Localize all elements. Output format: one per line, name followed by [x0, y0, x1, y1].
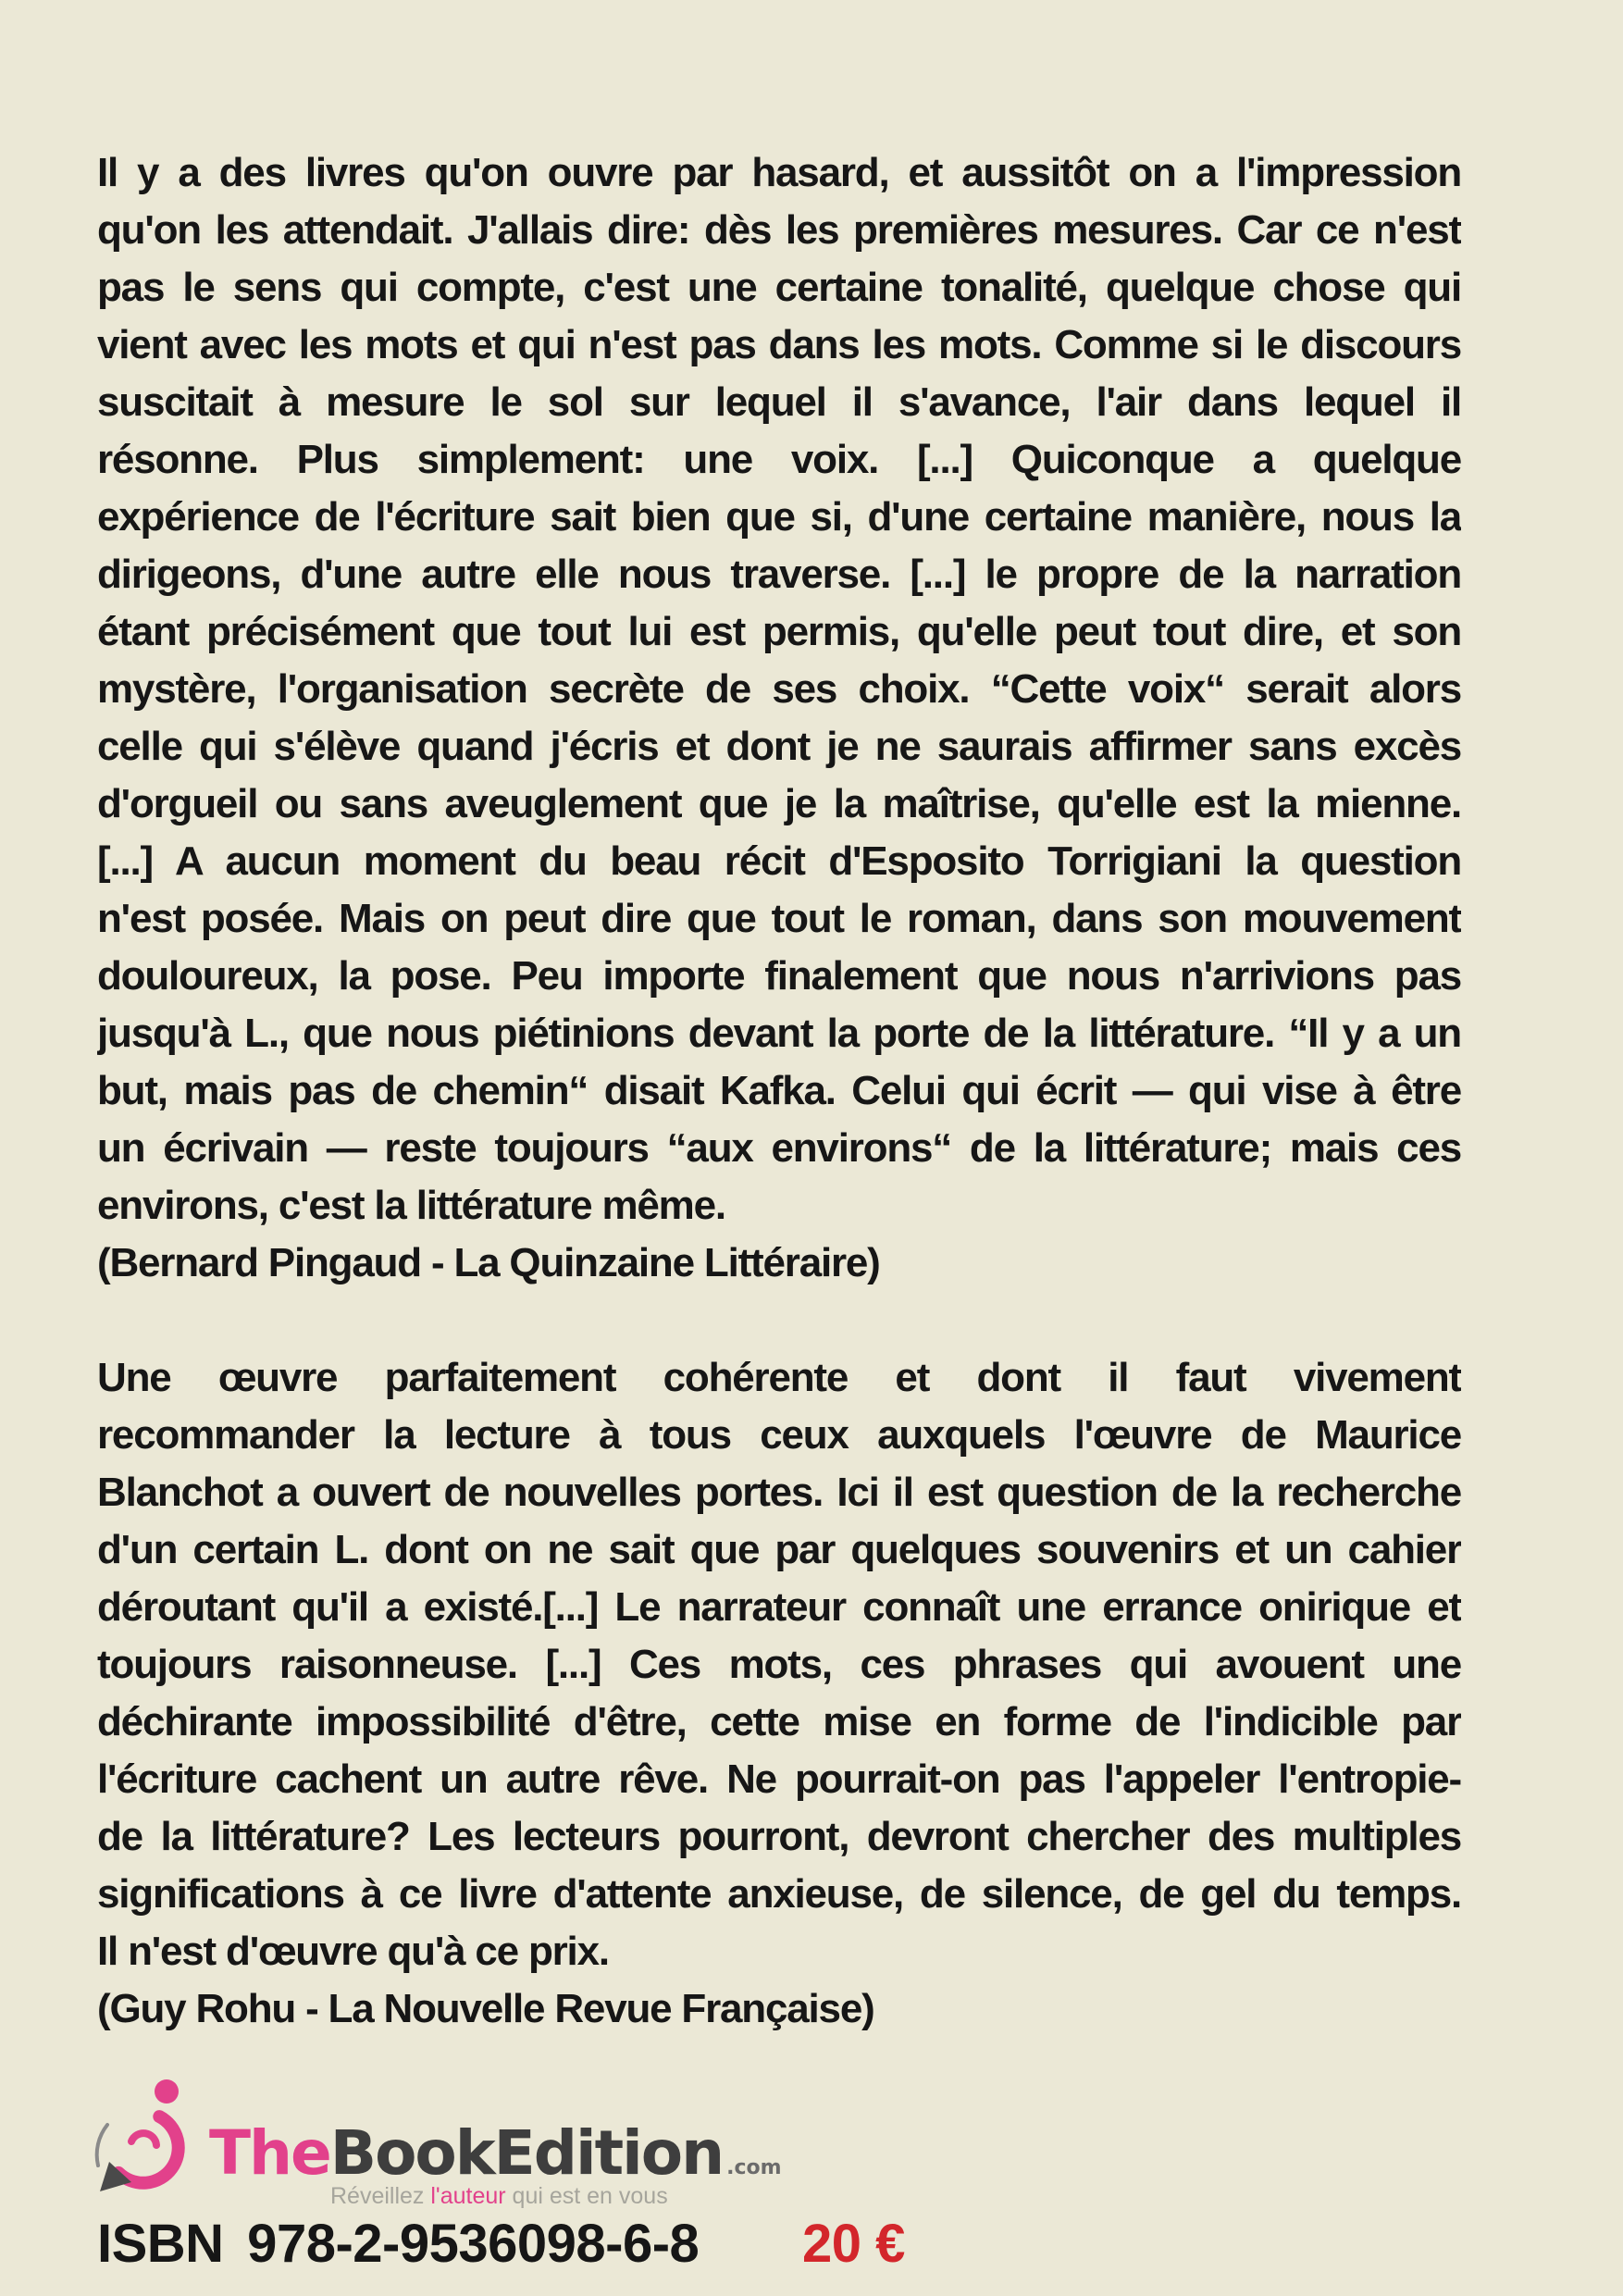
wordmark-bookedition: BookEdition [329, 2117, 724, 2189]
text-line: significations à ce livre d'attente anxieuse, de silence, de gel du temps. [97, 1871, 1461, 1917]
wordmark-the: The [209, 2117, 330, 2189]
text-line: recommander la lecture à tous ceux auxquels l'œuvre de Maurice [97, 1412, 1461, 1458]
text-line: résonne. Plus simplement: une voix. [...] Quiconque a quelque [97, 437, 1461, 482]
review-text [97, 1349, 1461, 1980]
text-line: celle qui s'élève quand j'écris et dont je ne saurais affirmer sans excès [97, 724, 1461, 769]
writer-swirl-icon [85, 2071, 205, 2201]
text-line: suscitait à mesure le sol sur lequel il s'avance, l'air dans lequel il [97, 379, 1461, 425]
text-line: un écrivain — reste toujours “aux environs“ de la littérature; mais ces [97, 1125, 1461, 1171]
text-line: environs, c'est la littérature même. [97, 1183, 725, 1228]
text-line: mystère, l'organisation secrète de ses choix. “Cette voix“ serait alors [97, 666, 1461, 712]
review-quote-2 [97, 1349, 1461, 2038]
price-label: 20 € [802, 2214, 905, 2274]
text-line: pas le sens qui compte, c'est une certaine tonalité, quelque chose qui [97, 265, 1461, 310]
text-line: Il y a des livres qu'on ouvre par hasard, et aussitôt on a l'impression [97, 150, 1461, 195]
review-quote-1 [97, 144, 1461, 1292]
text-line: n'est posée. Mais on peut dire que tout le roman, dans son mouvement [97, 896, 1461, 941]
text-line: déchirante impossibilité d'être, cette mise en forme de l'indicible par [97, 1699, 1461, 1744]
text-line: de la littérature? Les lecteurs pourront, devront chercher des multiples [97, 1814, 1461, 1859]
text-line: Une œuvre parfaitement cohérente et dont il faut vivement [97, 1355, 1461, 1400]
review-source: (Bernard Pingaud - La Quinzaine Littéraire) [97, 1240, 880, 1285]
text-line: étant précisément que tout lui est permis, qu'elle peut tout dire, et son [97, 609, 1461, 654]
isbn-number: ISBN 978-2-9536098-6-8 [97, 2214, 700, 2274]
text-line: [...] A aucun moment du beau récit d'Esposito Torrigiani la question [97, 838, 1461, 884]
text-line: Blanchot a ouvert de nouvelles portes. Ici il est question de la recherche [97, 1470, 1461, 1515]
publisher-tagline [330, 2184, 668, 2208]
review-text [97, 144, 1461, 1235]
text-line: expérience de l'écriture sait bien que si, d'une certaine manière, nous la [97, 494, 1461, 540]
text-line: déroutant qu'il a existé.[...] Le narrateur connaît une errance onirique et [97, 1584, 1461, 1630]
tagline-start: Réveillez [330, 2183, 431, 2209]
text-line: but, mais pas de chemin“ disait Kafka. Celui qui écrit — qui vise à être [97, 1068, 1461, 1113]
text-line: d'orgueil ou sans aveuglement que je la maîtrise, qu'elle est la mienne. [97, 781, 1461, 826]
text-line: dirigeons, d'une autre elle nous traverse. [...] le propre de la narration [97, 552, 1461, 597]
text-line: Il n'est d'œuvre qu'à ce prix. [97, 1929, 609, 1974]
review-source: (Guy Rohu - La Nouvelle Revue Française) [97, 1986, 874, 2031]
text-line: vient avec les mots et qui n'est pas dans les mots. Comme si le discours [97, 322, 1461, 367]
text-line: d'un certain L. dont on ne sait que par quelques souvenirs et un cahier [97, 1527, 1461, 1572]
text-line: qu'on les attendait. J'allais dire: dès les premières mesures. Car ce n'est [97, 207, 1461, 253]
text-line: l'écriture cachent un autre rêve. Ne pourrait-on pas l'appeler l'entropie- [97, 1756, 1461, 1802]
text-line: toujours raisonneuse. [...] Ces mots, ces phrases qui avouent une [97, 1642, 1461, 1687]
text-line: douloureux, la pose. Peu importe finalement que nous n'arrivions pas [97, 953, 1461, 999]
tagline-end: qui est en vous [505, 2183, 668, 2209]
text-line: jusqu'à L., que nous piétinions devant la porte de la littérature. “Il y a un [97, 1011, 1461, 1056]
wordmark-domain-suffix: .com [726, 2156, 782, 2179]
tagline-highlight: l'auteur [430, 2183, 506, 2209]
